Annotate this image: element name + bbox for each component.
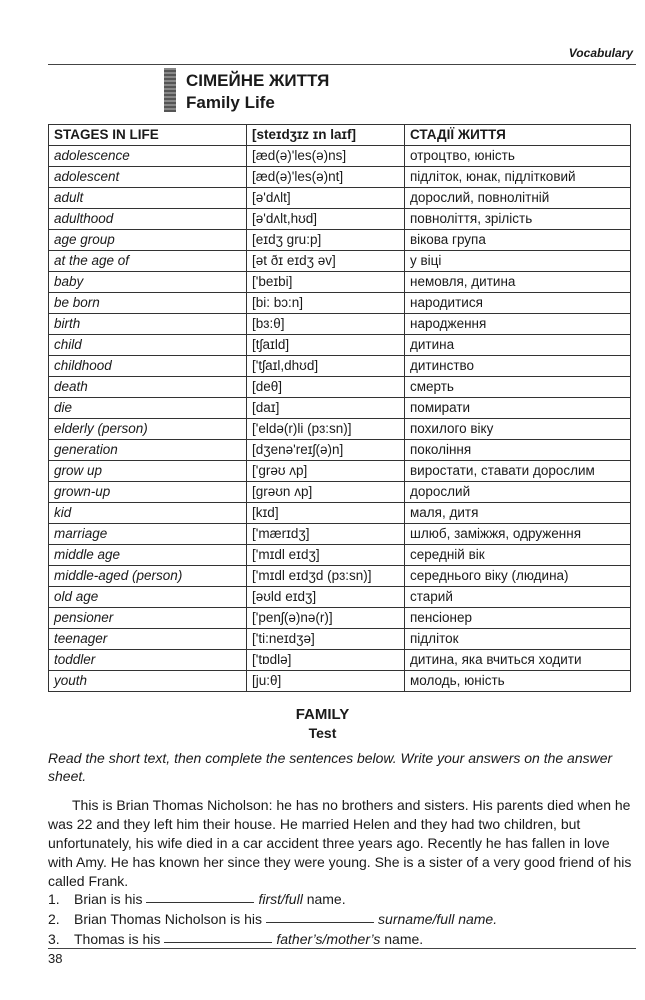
running-head: Vocabulary <box>568 46 633 60</box>
transcription-cell: [ə'dʌlt] <box>247 188 405 209</box>
table-row <box>49 461 631 482</box>
question-text: Thomas is his <box>74 931 161 947</box>
transcription-cell: ['tʃaɪl,dhʊd] <box>247 356 405 377</box>
answer-blank[interactable] <box>266 909 374 923</box>
transcription-cell: [grəʊn ʌp] <box>247 482 405 503</box>
table-row <box>49 209 631 230</box>
term-cell: toddler <box>49 650 247 671</box>
translation-cell: немовля, дитина <box>405 272 631 293</box>
title-marker <box>164 68 176 112</box>
translation-cell: шлюб, заміжжя, одруження <box>405 524 631 545</box>
question-item <box>48 889 632 909</box>
translation-cell: помирати <box>405 398 631 419</box>
term-cell: old age <box>49 587 247 608</box>
transcription-cell: [ə'dʌlt,hʊd] <box>247 209 405 230</box>
translation-cell: похилого віку <box>405 419 631 440</box>
translation-cell: народитися <box>405 293 631 314</box>
table-row <box>49 356 631 377</box>
translation-cell: повноліття, зрілість <box>405 209 631 230</box>
term-cell: middle age <box>49 545 247 566</box>
term-cell: adolescence <box>49 146 247 167</box>
term-cell: youth <box>49 671 247 692</box>
translation-cell: підліток, юнак, підлітковий <box>405 167 631 188</box>
question-text: Brian is his <box>74 891 143 907</box>
header-translation: СТАДІЇ ЖИТТЯ <box>405 125 631 146</box>
table-row <box>49 545 631 566</box>
term-cell: birth <box>49 314 247 335</box>
transcription-cell: [ju:θ] <box>247 671 405 692</box>
translation-cell: дорослий <box>405 482 631 503</box>
question-tail: name. <box>302 891 346 907</box>
translation-cell: пенсіонер <box>405 608 631 629</box>
transcription-cell: [bi: bɔ:n] <box>247 293 405 314</box>
term-cell: teenager <box>49 629 247 650</box>
section-subtitle: Test <box>308 725 337 741</box>
table-row <box>49 146 631 167</box>
table-body <box>49 146 631 692</box>
title-block <box>186 70 329 114</box>
transcription-cell: ['mɪdl eɪdʒd (pɜ:sn)] <box>247 566 405 587</box>
transcription-cell: [æd(ə)'les(ə)ns] <box>247 146 405 167</box>
question-hint: first/full <box>258 891 303 907</box>
title-ukrainian: СІМЕЙНЕ ЖИТТЯ <box>186 71 330 90</box>
transcription-cell: [deθ] <box>247 377 405 398</box>
table-row <box>49 503 631 524</box>
question-tail: name. <box>380 931 424 947</box>
section-title: FAMILY <box>295 706 350 723</box>
table-row <box>49 167 631 188</box>
table-row <box>49 566 631 587</box>
translation-cell: отроцтво, юність <box>405 146 631 167</box>
transcription-cell: ['tɒdlə] <box>247 650 405 671</box>
table-row <box>49 650 631 671</box>
transcription-cell: [dʒenə'reɪʃ(ə)n] <box>247 440 405 461</box>
translation-cell: дорослий, повнолітній <box>405 188 631 209</box>
term-cell: death <box>49 377 247 398</box>
header-transcription: [steɪdʒɪz ɪn laɪf] <box>247 125 405 146</box>
transcription-cell: [daɪ] <box>247 398 405 419</box>
translation-cell: молодь, юність <box>405 671 631 692</box>
reading-paragraph: This is Brian Thomas Nicholson: he has no brothers and sisters. His parents died when he was 22 and they left him their house. He married Helen and they had two children, but unfortunately, his wife died in a car accident three years ago. Recently he has fallen in love with Amy. He has known her since they were young. She is a sister of a very good friend of his called Frank. <box>48 797 632 889</box>
translation-cell: підліток <box>405 629 631 650</box>
term-cell: at the age of <box>49 251 247 272</box>
term-cell: be born <box>49 293 247 314</box>
title-english: Family Life <box>186 93 275 112</box>
instructions: Read the short text, then complete the sentences below. Write your answers on the answer sheet. <box>48 750 613 784</box>
table-row <box>49 293 631 314</box>
table-row <box>49 335 631 356</box>
term-cell: baby <box>49 272 247 293</box>
question-number: 2. <box>48 911 60 927</box>
transcription-cell: ['ti:neɪdʒə] <box>247 629 405 650</box>
table-row <box>49 230 631 251</box>
transcription-cell: ['beɪbi] <box>247 272 405 293</box>
table-row <box>49 629 631 650</box>
translation-cell: дитина <box>405 335 631 356</box>
translation-cell: дитинство <box>405 356 631 377</box>
table-row <box>49 377 631 398</box>
transcription-cell: ['penʃ(ə)nə(r)] <box>247 608 405 629</box>
term-cell: child <box>49 335 247 356</box>
table-row <box>49 314 631 335</box>
transcription-cell: [kɪd] <box>247 503 405 524</box>
question-hint: father’s/mother’s <box>276 931 381 947</box>
table-row <box>49 671 631 692</box>
table-row <box>49 272 631 293</box>
transcription-cell: ['grəʊ ʌp] <box>247 461 405 482</box>
table-row <box>49 251 631 272</box>
translation-cell: виростати, ставати дорослим <box>405 461 631 482</box>
term-cell: grow up <box>49 461 247 482</box>
term-cell: pensioner <box>49 608 247 629</box>
top-rule <box>48 64 636 65</box>
transcription-cell: [tʃaɪld] <box>247 335 405 356</box>
term-cell: childhood <box>49 356 247 377</box>
term-cell: adult <box>49 188 247 209</box>
term-cell: generation <box>49 440 247 461</box>
vocabulary-table <box>48 124 631 692</box>
transcription-cell: [ət ðɪ eɪdʒ əv] <box>247 251 405 272</box>
transcription-cell: [əʊld eɪdʒ] <box>247 587 405 608</box>
term-cell: marriage <box>49 524 247 545</box>
translation-cell: старий <box>405 587 631 608</box>
translation-cell: смерть <box>405 377 631 398</box>
table-row <box>49 482 631 503</box>
transcription-cell: ['eldə(r)li (pɜ:sn)] <box>247 419 405 440</box>
question-item <box>48 909 632 929</box>
transcription-cell: ['mærɪdʒ] <box>247 524 405 545</box>
translation-cell: покоління <box>405 440 631 461</box>
answer-blank[interactable] <box>146 889 254 903</box>
answer-blank[interactable] <box>164 929 272 943</box>
transcription-cell: [æd(ə)'les(ə)nt] <box>247 167 405 188</box>
term-cell: adolescent <box>49 167 247 188</box>
term-cell: grown-up <box>49 482 247 503</box>
term-cell: kid <box>49 503 247 524</box>
question-number: 3. <box>48 931 60 947</box>
translation-cell: у віці <box>405 251 631 272</box>
header-term: STAGES IN LIFE <box>49 125 247 146</box>
page-number: 38 <box>48 951 63 966</box>
translation-cell: вікова група <box>405 230 631 251</box>
question-list <box>48 889 632 949</box>
bottom-rule <box>48 948 636 949</box>
table-row <box>49 188 631 209</box>
translation-cell: середнього віку (людина) <box>405 566 631 587</box>
term-cell: adulthood <box>49 209 247 230</box>
question-text: Brian Thomas Nicholson is his <box>74 911 263 927</box>
question-hint: surname/full name. <box>378 911 498 927</box>
table-row <box>49 398 631 419</box>
transcription-cell: ['mɪdl eɪdʒ] <box>247 545 405 566</box>
table-row <box>49 608 631 629</box>
table-row <box>49 440 631 461</box>
table-header-row <box>49 125 631 146</box>
transcription-cell: [eɪdʒ gru:p] <box>247 230 405 251</box>
table-row <box>49 587 631 608</box>
translation-cell: дитина, яка вчиться ходити <box>405 650 631 671</box>
question-item <box>48 929 632 949</box>
question-number: 1. <box>48 891 60 907</box>
term-cell: elderly (person) <box>49 419 247 440</box>
translation-cell: народження <box>405 314 631 335</box>
term-cell: middle-aged (person) <box>49 566 247 587</box>
transcription-cell: [bɜ:θ] <box>247 314 405 335</box>
translation-cell: маля, дитя <box>405 503 631 524</box>
term-cell: die <box>49 398 247 419</box>
term-cell: age group <box>49 230 247 251</box>
table-row <box>49 419 631 440</box>
table-row <box>49 524 631 545</box>
translation-cell: середній вік <box>405 545 631 566</box>
